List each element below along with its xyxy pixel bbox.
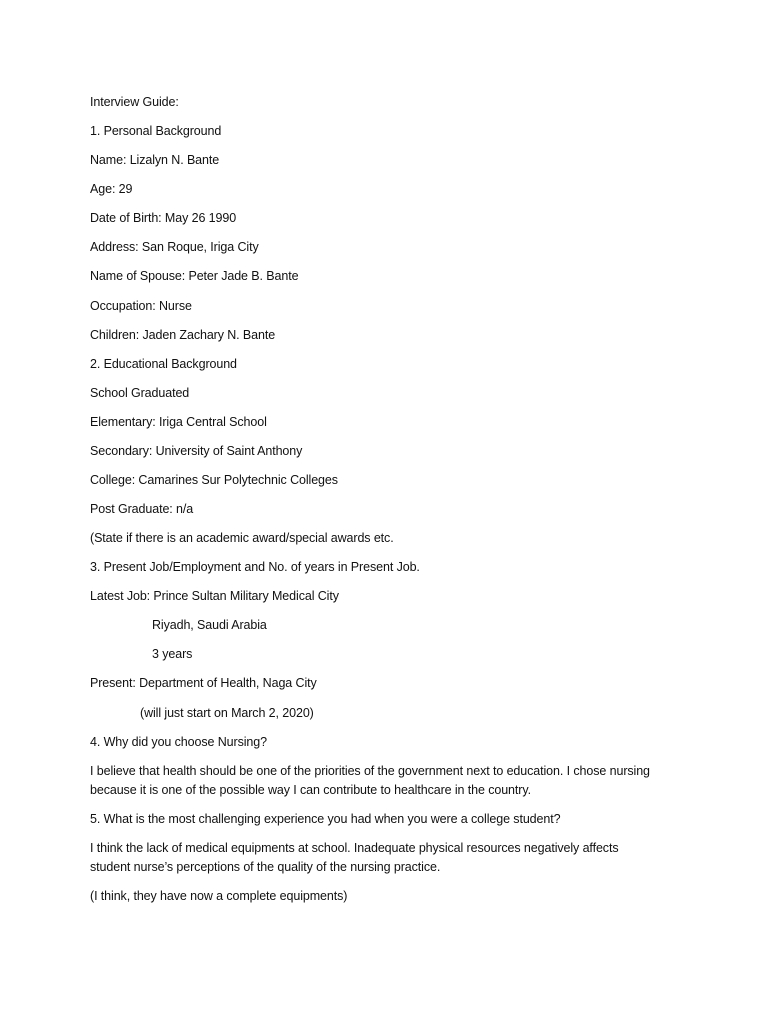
field-present-job: Present: Department of Health, Naga City bbox=[90, 676, 317, 690]
field-age: Age: 29 bbox=[90, 182, 133, 196]
document-title: Interview Guide: bbox=[90, 95, 179, 109]
field-college: College: Camarines Sur Polytechnic Colleges bbox=[90, 473, 338, 487]
section-heading-employment: 3. Present Job/Employment and No. of years in Present Job. bbox=[90, 560, 420, 574]
field-children: Children: Jaden Zachary N. Bante bbox=[90, 328, 276, 342]
answer-5-note: (I think, they have now a complete equipments) bbox=[90, 889, 348, 903]
field-post-graduate: Post Graduate: n/a bbox=[90, 502, 194, 516]
answer-5: I think the lack of medical equipments at school. Inadequate physical resources negatively affects student nurse’s perceptions of the quality of the nursing practice. bbox=[90, 841, 619, 874]
field-latest-location: Riyadh, Saudi Arabia bbox=[152, 618, 267, 632]
field-name: Name: Lizalyn N. Bante bbox=[90, 153, 220, 167]
present-job-note: (will just start on March 2, 2020) bbox=[140, 706, 314, 720]
answer-4: I believe that health should be one of the priorities of the government next to education. I chose nursing because it is one of the possible way I can contribute to healthcare in the country. bbox=[90, 764, 650, 797]
section-heading-personal: 1. Personal Background bbox=[90, 124, 222, 138]
field-occupation: Occupation: Nurse bbox=[90, 299, 192, 313]
field-latest-job: Latest Job: Prince Sultan Military Medical City bbox=[90, 589, 339, 603]
field-latest-years: 3 years bbox=[152, 647, 193, 661]
field-dob: Date of Birth: May 26 1990 bbox=[90, 211, 237, 225]
awards-note: (State if there is an academic award/special awards etc. bbox=[90, 531, 394, 545]
field-secondary: Secondary: University of Saint Anthony bbox=[90, 444, 303, 458]
field-elementary: Elementary: Iriga Central School bbox=[90, 415, 267, 429]
school-graduated-label: School Graduated bbox=[90, 386, 190, 400]
question-4: 4. Why did you choose Nursing? bbox=[90, 735, 267, 749]
section-heading-education: 2. Educational Background bbox=[90, 357, 237, 371]
field-address: Address: San Roque, Iriga City bbox=[90, 240, 259, 254]
field-spouse: Name of Spouse: Peter Jade B. Bante bbox=[90, 269, 299, 283]
question-5: 5. What is the most challenging experience you had when you were a college student? bbox=[90, 812, 561, 826]
